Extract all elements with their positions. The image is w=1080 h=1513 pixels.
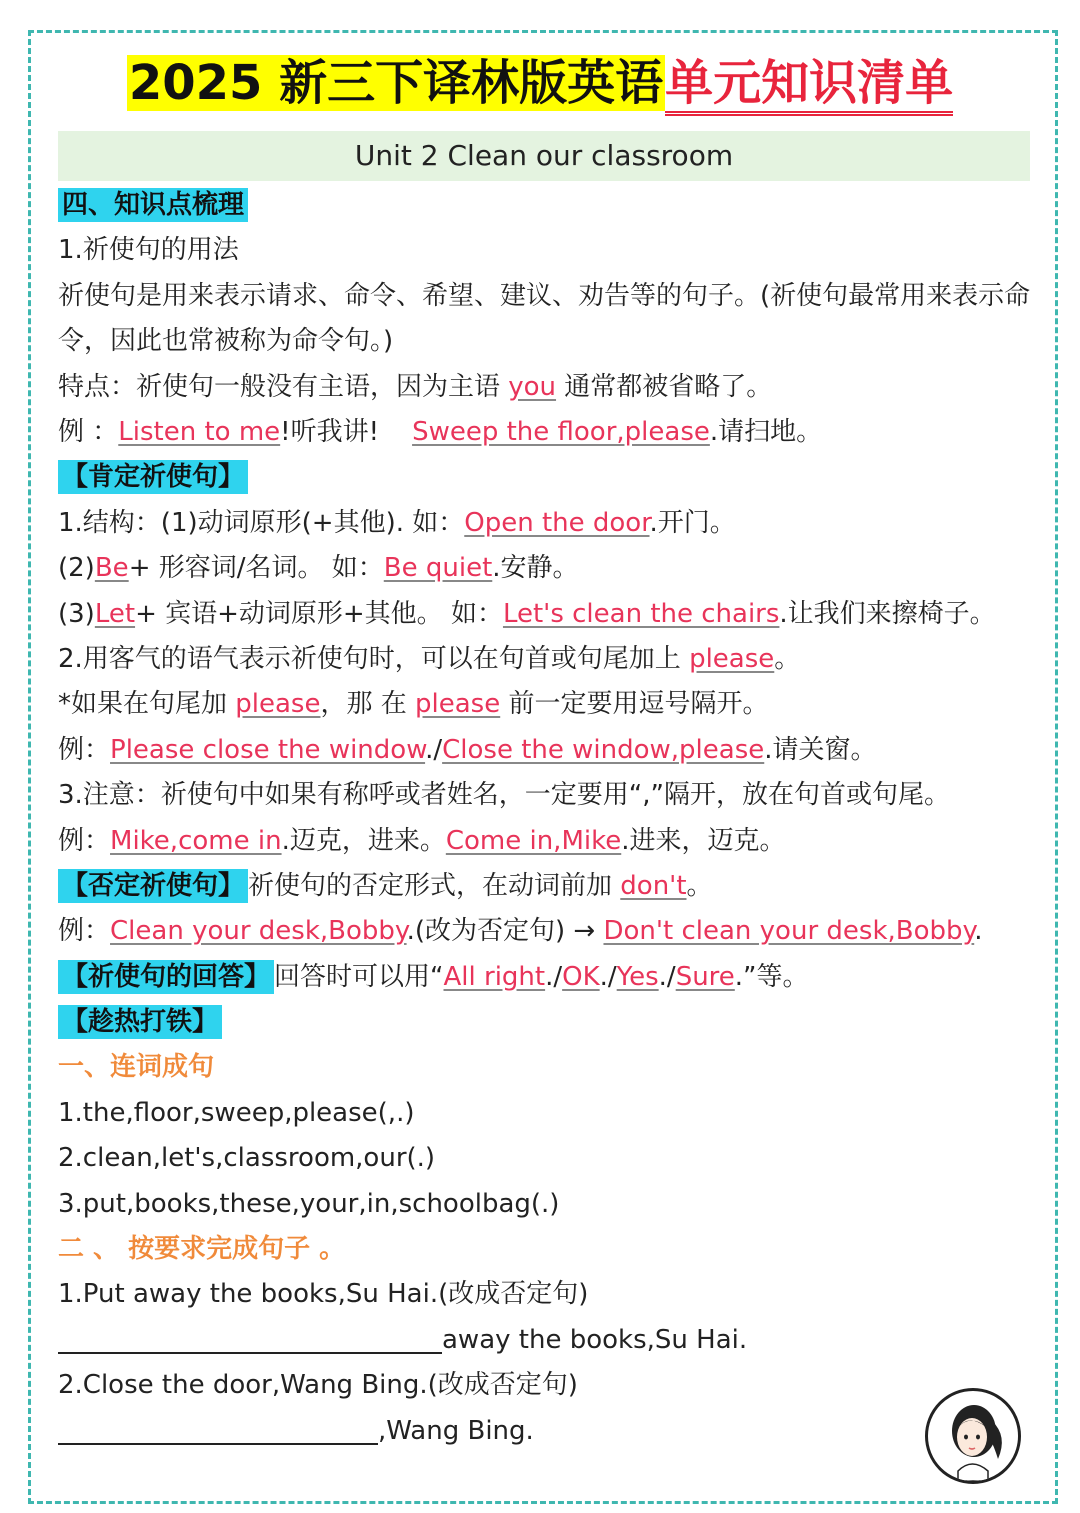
keyword: Don't clean your desk,Bobby xyxy=(603,916,975,947)
exercise-question: 3.put,books,these,your,in,schoolbag(.) xyxy=(58,1188,560,1219)
page-title xyxy=(0,44,1080,122)
answer-blank[interactable] xyxy=(58,1413,378,1445)
title-main: 2025 新三下译林版英语 xyxy=(128,55,664,111)
exercise-question: 1.Put away the books,Su Hai.(改成否定句) xyxy=(58,1279,589,1310)
keyword: Please close the window xyxy=(110,734,426,765)
keyword: All right xyxy=(443,961,546,992)
section-heading xyxy=(58,183,1043,228)
rule-line: *如果在句尾加 please，那 在 please 前一定要用逗号隔开。 xyxy=(58,689,769,720)
example-line: 例 ：Listen to me!听我讲! Sweep the floor,please.请扫地。 xyxy=(58,416,823,447)
example-line: 例：Please close the window./Close the window,please.请关窗。 xyxy=(58,734,877,765)
exercise-part-title: 一、连词成句 xyxy=(58,1052,215,1083)
answer-blank-line: away the books,Su Hai. xyxy=(58,1318,1043,1363)
girl-avatar-icon xyxy=(925,1388,1021,1484)
subheading: 1.祈使句的用法 xyxy=(58,235,239,266)
negative-heading: 【否定祈使句】 xyxy=(58,869,248,903)
example-line: 例：Clean your desk,Bobby.(改为否定句) → Don't clean your desk,Bobby. xyxy=(58,916,983,947)
rule-line: (2)Be+ 形容词/名词。 如：Be quiet.安静。 xyxy=(58,553,579,584)
rule-line: (3)Let+ 宾语+动词原形+其他。 如：Let's clean the chairs.让我们来擦椅子。 xyxy=(58,598,996,629)
answer-blank[interactable] xyxy=(58,1322,442,1354)
keyword: please xyxy=(415,689,501,720)
practice-heading: 【趁热打铁】 xyxy=(58,1005,222,1039)
keyword: please xyxy=(235,689,321,720)
keyword: Sweep the floor,please xyxy=(412,416,710,447)
section-heading xyxy=(58,455,1043,500)
exercise-question: 2.clean,let's,classroom,our(.) xyxy=(58,1143,436,1174)
keyword: Listen to me xyxy=(118,416,281,447)
keyword: Open the door xyxy=(464,507,650,538)
answer-heading: 【祈使句的回答】 xyxy=(58,960,274,994)
rule-line: 3.注意：祈使句中如果有称呼或者姓名，一定要用“,”隔开，放在句首或句尾。 xyxy=(58,780,951,811)
keyword: Mike,come in xyxy=(110,825,282,856)
keyword: you xyxy=(508,371,557,402)
keyword: Come in,Mike xyxy=(445,825,622,856)
feature-line: 特点：祈使句一般没有主语，因为主语 you 通常都被省略了。 xyxy=(58,371,773,402)
keyword: Let's clean the chairs xyxy=(502,598,780,629)
definition-paragraph: 祈使句是用来表示请求、命令、希望、建议、劝告等的句子。(祈使句最常用来表示命令，因此也常被称为命令句。) xyxy=(58,280,1031,357)
exercise-part-title: 二 、 按要求完成句子 。 xyxy=(58,1234,346,1265)
section-heading xyxy=(58,1000,1043,1045)
keyword: Be xyxy=(94,553,129,584)
unit-title: Unit 2 Clean our classroom xyxy=(58,131,1030,181)
knowledge-heading: 四、知识点梳理 xyxy=(58,188,248,222)
answer-blank-line: ,Wang Bing. xyxy=(58,1409,1043,1454)
keyword: Sure xyxy=(675,961,735,992)
content-body xyxy=(58,183,1043,1454)
exercise-question: 1.the,floor,sweep,please(,.) xyxy=(58,1097,415,1128)
keyword: Close the window,please xyxy=(442,734,765,765)
keyword: OK xyxy=(562,961,600,992)
example-line: 例：Mike,come in.迈克，进来。Come in,Mike.进来，迈克。 xyxy=(58,825,786,856)
keyword: Yes xyxy=(616,961,659,992)
exercise-question: 2.Close the door,Wang Bing.(改成否定句) xyxy=(58,1370,578,1401)
keyword: Clean your desk,Bobby xyxy=(110,916,407,947)
keyword: please xyxy=(689,643,775,674)
affirmative-heading: 【肯定祈使句】 xyxy=(58,460,248,494)
keyword: don't xyxy=(620,870,687,901)
keyword: Be quiet xyxy=(383,553,493,584)
answer-line: 【祈使句的回答】 回答时可以用“All right./OK./Yes./Sure.”等。 xyxy=(58,955,1043,1000)
negative-line: 【否定祈使句】 祈使句的否定形式，在动词前加 don't。 xyxy=(58,864,1043,909)
rule-line: 2.用客气的语气表示祈使句时，可以在句首或句尾加上 please。 xyxy=(58,643,801,674)
keyword: Let xyxy=(94,598,136,629)
rule-line: 1.结构：(1)动词原形(+其他). 如：Open the door.开门。 xyxy=(58,507,736,538)
title-highlight: 单元知识清单 xyxy=(665,55,953,116)
